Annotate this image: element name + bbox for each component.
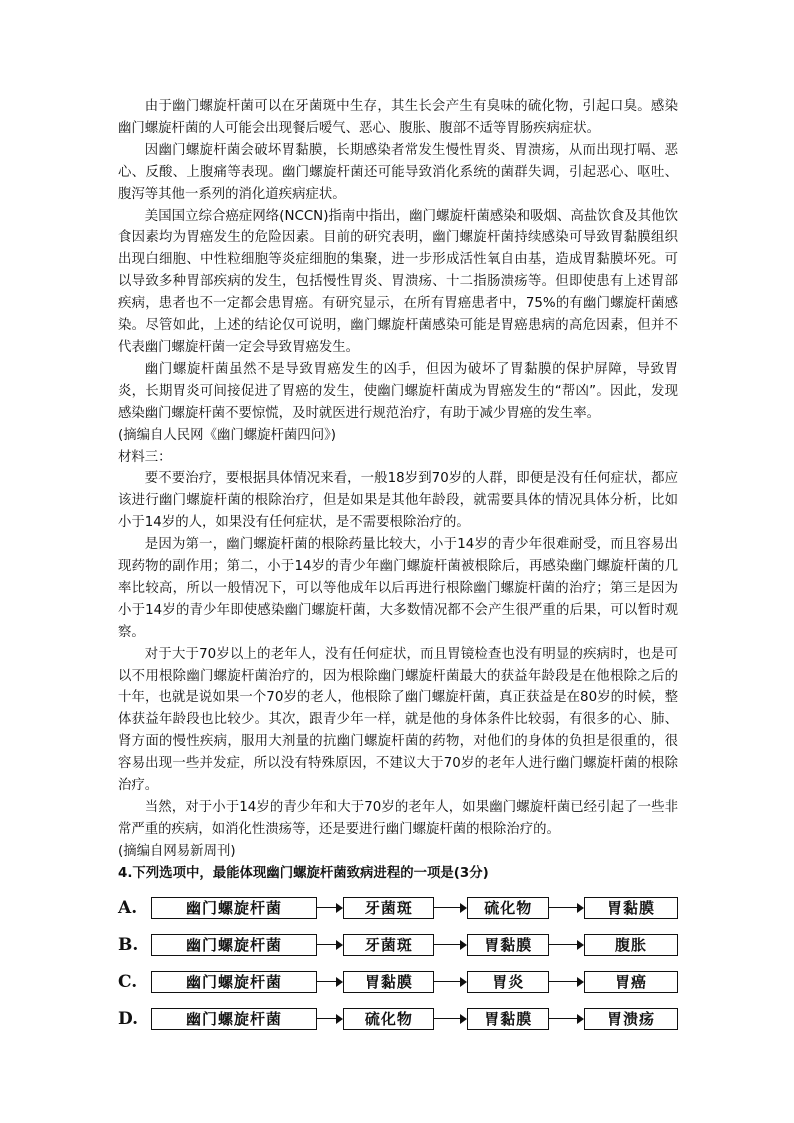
arrow-icon [317,934,343,956]
flow-box: 幽门螺旋杆菌 [151,897,318,919]
paragraph: 对于大于70岁以上的老年人，没有任何症状，而且胃镜检查也没有明显的疾病时，也是可以不用根除幽门螺旋杆菌治疗的，因为根除幽门螺旋杆菌最大的获益年龄段是在他根除之后的十年，也就是说如果一个70岁的老人，他根除了幽门螺旋杆菌，真正获益是在80岁的时候，整体获益年龄段也比较少。其次，跟青少年一样，就是他的身体条件比较弱，有很多的心、肺、肾方面的慢性疾病，服用大剂量的抗幽门螺旋杆菌的药物，对他们的身体的负担是很重的，很容易出现一些并发症，所以没有特殊原因，不建议大于70岁的老年人进行幽门螺旋杆菌的根除治疗。 [118,646,678,794]
flow-box: 牙菌斑 [343,934,434,956]
document-page [118,96,678,1043]
flow-box: 胃癌 [584,971,678,993]
flow-box: 胃黏膜 [467,934,550,956]
flow-box: 胃黏膜 [584,897,678,919]
flow-box: 硫化物 [343,1008,434,1030]
paragraph: 因幽门螺旋杆菌会破坏胃黏膜，长期感染者常发生慢性胃炎、胃溃疡，从而出现打嗝、恶心、反酸、上腹痛等表现。幽门螺旋杆菌还可能导致消化系统的菌群失调，引起恶心、呕吐、腹泻等其他一系列的消化道疾病症状。 [118,142,678,202]
arrow-icon [549,897,584,919]
option-c[interactable] [118,969,678,995]
paragraph: 美国国立综合癌症网络(NCCN)指南中指出，幽门螺旋杆菌感染和吸烟、高盐饮食及其他饮食因素均为胃癌发生的危险因素。目前的研究表明，幽门螺旋杆菌持续感染可导致胃黏膜组织出现白细胞、中性粒细胞等炎症细胞的集聚，进一步形成活性氧自由基，造成胃黏膜坏死。可以导致多种胃部疾病的发生，包括慢性胃炎、胃溃疡、十二指肠溃疡等。但即使患有上述胃部疾病，患者也不一定都会患胃癌。有研究显示，在所有胃癌患者中，75%的有幽门螺旋杆菌感染。尽管如此，上述的结论仅可说明，幽门螺旋杆菌感染可能是胃癌患病的高危因素，但并不代表幽门螺旋杆菌一定会导致胃癌发生。 [118,208,678,355]
arrow-icon [317,1008,343,1030]
source-citation: (摘编自人民网《幽门螺旋杆菌四问》) [118,427,336,443]
flow-box: 胃溃疡 [584,1008,678,1030]
question-stem: 4.下列选项中，最能体现幽门螺旋杆菌致病进程的一项是(3分) [118,865,489,881]
flow-box: 牙菌斑 [343,897,434,919]
paragraph: 当然，对于小于14岁的青少年和大于70岁的老年人，如果幽门螺旋杆菌已经引起了一些非常严重的疾病，如消化性溃疡等，还是要进行幽门螺旋杆菌的根除治疗的。 [118,800,678,837]
arrow-icon [434,971,467,993]
flow-box: 幽门螺旋杆菌 [151,934,318,956]
source-citation: (摘编自网易新周刊) [118,843,236,859]
arrow-icon [317,971,343,993]
option-letter: A. [118,897,138,918]
flow-box: 胃黏膜 [467,1008,550,1030]
paragraph: 由于幽门螺旋杆菌可以在牙菌斑中生存，其生长会产生有臭味的硫化物，引起口臭。感染幽门螺旋杆菌的人可能会出现餐后嗳气、恶心、腹胀、腹部不适等胃肠疾病症状。 [118,99,678,136]
option-letter: C. [118,971,138,992]
flow-box: 幽门螺旋杆菌 [151,971,318,993]
arrow-icon [549,971,584,993]
arrow-icon [434,897,467,919]
arrow-icon [549,1008,584,1030]
paragraph: 是因为第一，幽门螺旋杆菌的根除药量比较大，小于14岁的青少年很难耐受，而且容易出现药物的副作用；第二，小于14岁的青少年幽门螺旋杆菌被根除后，再感染幽门螺旋杆菌的几率比较高，所以一般情况下，可以等他成年以后再进行根除幽门螺旋杆菌的治疗；第三是因为小于14岁的青少年即使感染幽门螺旋杆菌，大多数情况都不会产生很严重的后果，可以暂时观察。 [118,537,678,640]
arrow-icon [549,934,584,956]
option-a[interactable] [118,895,678,921]
paragraph: 幽门螺旋杆菌虽然不是导致胃癌发生的凶手，但因为破坏了胃黏膜的保护屏障，导致胃炎，长期胃炎可间接促进了胃癌的发生，使幽门螺旋杆菌成为胃癌发生的“帮凶”。因此，发现感染幽门螺旋杆菌不要惊慌，及时就医进行规范治疗，有助于减少胃癌的发生率。 [118,361,678,421]
option-d[interactable] [118,1006,678,1032]
option-letter: D. [118,1008,139,1029]
option-b[interactable] [118,932,678,958]
arrow-icon [317,897,343,919]
answer-options [118,895,678,1032]
flow-box: 胃炎 [467,971,550,993]
flow-box: 幽门螺旋杆菌 [151,1008,318,1030]
paragraph: 要不要治疗，要根据具体情况来看，一般18岁到70岁的人群，即便是没有任何症状，都应该进行幽门螺旋杆菌的根除治疗，但是如果是其他年龄段，就需要具体的情况具体分析，比如小于14岁的人，如果没有任何症状，是不需要根除治疗的。 [118,471,678,531]
option-letter: B. [118,934,139,955]
flow-box: 腹胀 [584,934,678,956]
arrow-icon [434,1008,467,1030]
flow-box: 胃黏膜 [343,971,434,993]
flow-box: 硫化物 [467,897,550,919]
arrow-icon [434,934,467,956]
material-heading: 材料三： [118,449,172,465]
